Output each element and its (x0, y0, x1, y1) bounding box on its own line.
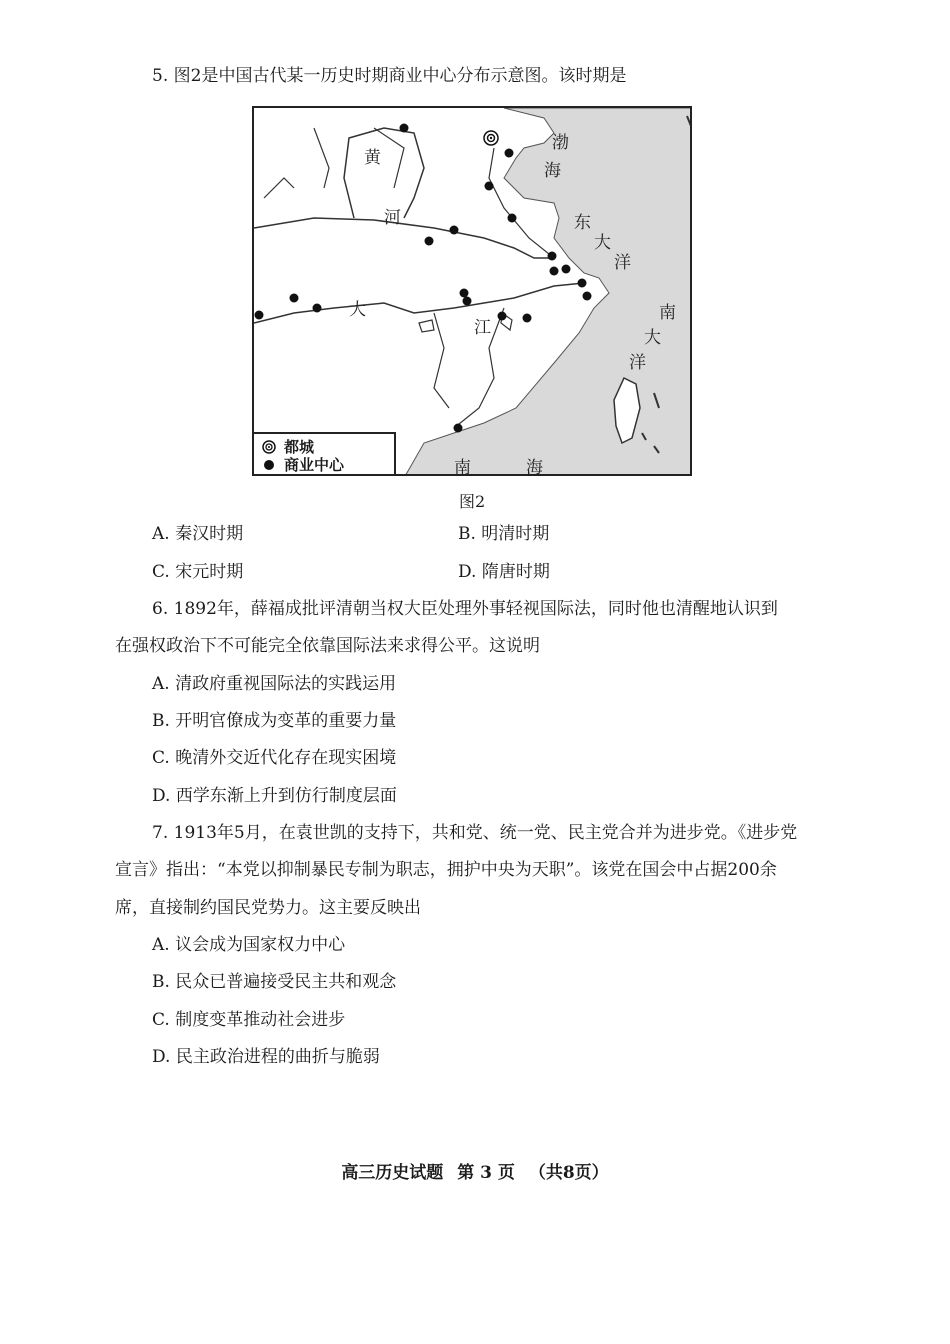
commerce-center (400, 124, 409, 133)
label-huang: 黄 (364, 148, 381, 168)
label-nan-yang: 洋 (629, 353, 646, 373)
commerce-center (460, 289, 469, 298)
commerce-center (578, 279, 587, 288)
label-dong-da: 大 (594, 233, 611, 253)
figure-caption: 图2 (459, 492, 486, 511)
q6-option-d[interactable]: D. 西学东渐上升到仿行制度层面 (152, 786, 397, 806)
q6-option-c[interactable]: C. 晚清外交近代化存在现实困境 (152, 748, 397, 768)
capital-legend-icon (262, 440, 276, 454)
commerce-center (425, 237, 434, 246)
commerce-center (454, 424, 463, 433)
commerce-center (290, 294, 299, 303)
q7-option-a[interactable]: A. 议会成为国家权力中心 (152, 935, 346, 955)
commerce-center (548, 252, 557, 261)
label-bohai-hai: 海 (544, 161, 561, 181)
map-legend (254, 432, 396, 474)
legend-commerce (262, 454, 344, 475)
commerce-center (523, 314, 532, 323)
q5-option-b[interactable]: B. 明清时期 (458, 524, 550, 544)
q5-option-c[interactable]: C. 宋元时期 (152, 562, 244, 582)
tributary-4 (314, 128, 329, 188)
q7-stem-line3: 席，直接制约国民党势力。这主要反映出 (115, 898, 421, 918)
q7-stem-line2: 宣言》指出：“本党以抑制暴民专制为职志，拥护中央为天职”。该党在国会中占据200余 (115, 860, 777, 880)
label-nanhai-hai: 海 (526, 458, 543, 476)
commerce-center (583, 292, 592, 301)
yellow-river (254, 218, 554, 258)
commerce-legend-icon (262, 458, 276, 472)
q6-stem-line1: 6. 1892年，薛福成批评清朝当权大臣处理外事轻视国际法，同时他也清醒地认识到 (152, 599, 778, 619)
legend-commerce-label: 商业中心 (284, 456, 345, 474)
q7-option-d[interactable]: D. 民主政治进程的曲折与脆弱 (152, 1047, 380, 1067)
commerce-map-figure (252, 106, 692, 476)
label-he: 河 (384, 208, 401, 228)
label-jiang: 江 (474, 318, 491, 338)
commerce-center (485, 182, 494, 191)
yangtze-river (254, 283, 584, 323)
commerce-center (508, 214, 517, 223)
commerce-center (450, 226, 459, 235)
footer-total: （共8页） (528, 1163, 609, 1183)
q5-option-a[interactable]: A. 秦汉时期 (152, 524, 244, 544)
lake (419, 320, 434, 332)
map-drawing (254, 108, 692, 476)
q7-option-b[interactable]: B. 民众已普遍接受民主共和观念 (152, 972, 397, 992)
q6-option-b[interactable]: B. 开明官僚成为变革的重要力量 (152, 711, 397, 731)
tributary-1 (434, 313, 449, 408)
label-dong: 东 (574, 213, 591, 233)
commerce-center (463, 297, 472, 306)
footer-page: 第 3 页 (457, 1163, 515, 1183)
legend-capital-label: 都城 (284, 438, 315, 456)
commerce-center (550, 267, 559, 276)
label-bo: 渤 (552, 133, 569, 153)
commerce-center (313, 304, 322, 313)
label-nanhai-nan: 南 (454, 458, 471, 476)
q6-option-a[interactable]: A. 清政府重视国际法的实践运用 (152, 674, 397, 694)
footer-title: 高三历史试题 (341, 1163, 444, 1183)
commerce-center (505, 149, 514, 158)
tributary-5 (264, 178, 294, 198)
q7-stem-line1: 7. 1913年5月，在袁世凯的支持下，共和党、统一党、民主党合并为进步党。《进步党 (152, 823, 798, 843)
commerce-center (498, 312, 507, 321)
label-nan: 南 (659, 303, 676, 323)
commerce-center (255, 311, 264, 320)
commerce-center (562, 265, 571, 274)
label-da: 大 (349, 300, 366, 320)
capital-symbol (484, 131, 498, 145)
q5-stem: 5. 图2是中国古代某一历史时期商业中心分布示意图。该时期是 (152, 66, 627, 86)
label-dong-yang: 洋 (614, 253, 631, 273)
label-nan-da: 大 (644, 328, 661, 348)
q6-stem-line2: 在强权政治下不可能完全依靠国际法来求得公平。这说明 (115, 636, 540, 656)
q5-option-d[interactable]: D. 隋唐时期 (458, 562, 550, 582)
q7-option-c[interactable]: C. 制度变革推动社会进步 (152, 1010, 346, 1030)
page-footer (0, 1158, 950, 1183)
